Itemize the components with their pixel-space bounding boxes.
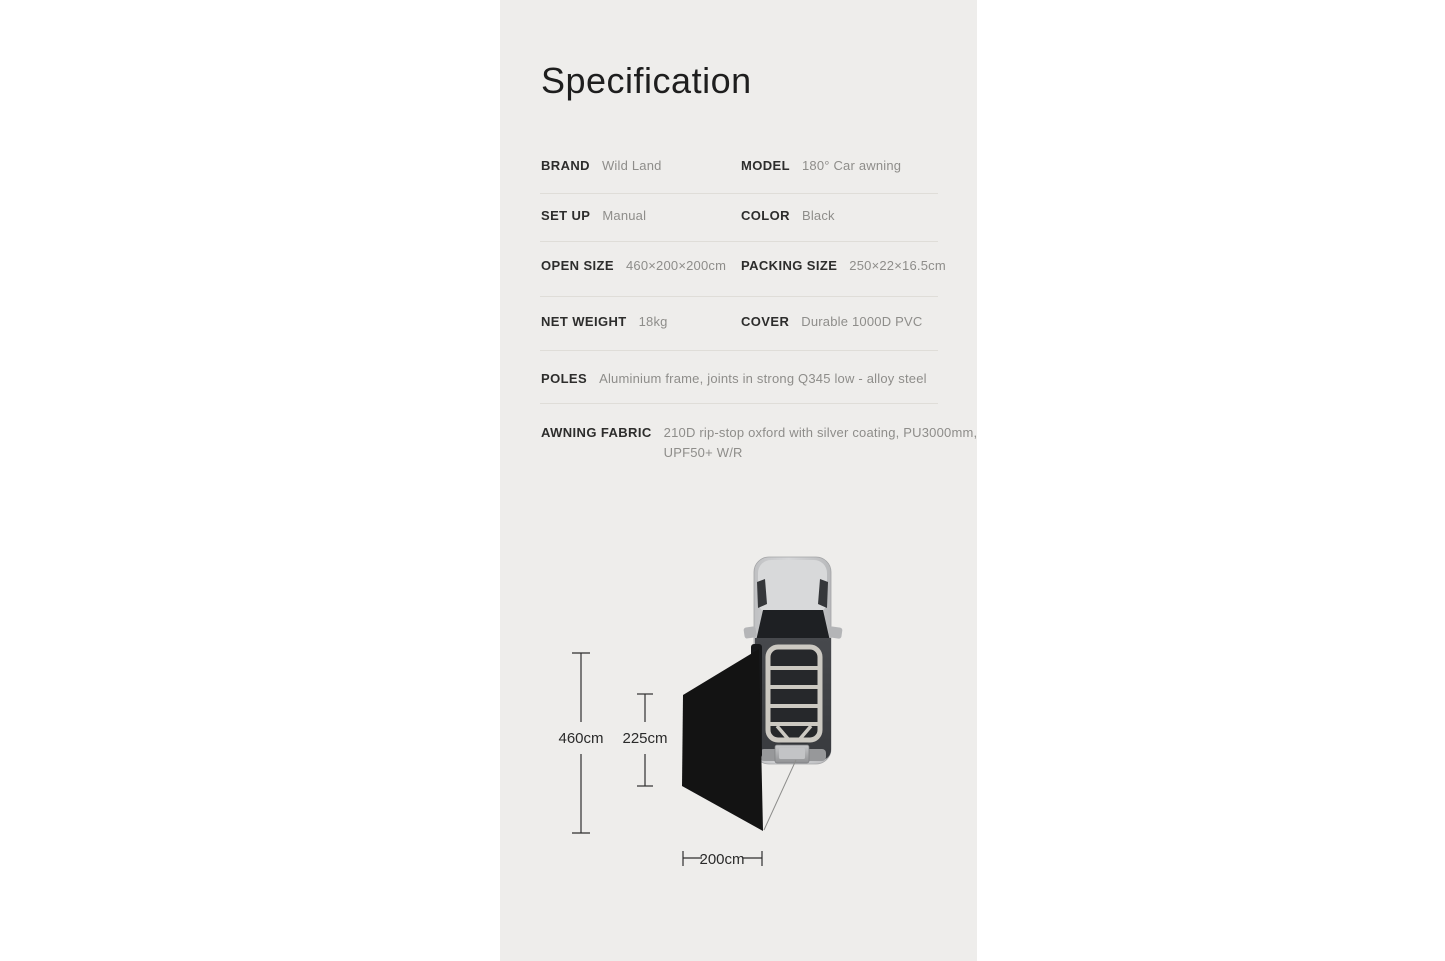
spec-value-line-2: UPF50+ W/R [663, 445, 743, 460]
spec-pair-packing-size [741, 258, 946, 273]
spec-label: PACKING SIZE [741, 258, 838, 273]
row-divider [540, 350, 938, 351]
spec-pair-poles [541, 371, 927, 386]
spec-label: BRAND [541, 158, 590, 173]
dimension-projection [683, 851, 762, 868]
spec-pair-cover [741, 314, 922, 329]
spec-pair-open-size [541, 258, 726, 273]
dimension-length [558, 653, 603, 833]
spec-pair-net-weight [541, 314, 668, 329]
spec-row-awning-fabric [541, 423, 978, 460]
spec-pair-brand [541, 158, 662, 173]
spec-pair-model [741, 158, 901, 173]
windshield [756, 610, 830, 641]
spec-pair-awning-fabric [541, 423, 977, 463]
spec-label: MODEL [741, 158, 790, 173]
spec-label: OPEN SIZE [541, 258, 614, 273]
spec-label: COLOR [741, 208, 790, 223]
spec-value [664, 423, 978, 463]
guy-line [764, 760, 796, 830]
dimension-projection-label: 200cm [699, 851, 745, 868]
spec-value-line-1: 210D rip-stop oxford with silver coating, PU3000mm, [663, 425, 978, 440]
spec-label: POLES [541, 371, 588, 386]
spec-value: Wild Land [601, 158, 662, 173]
spec-value: Black [801, 208, 835, 223]
spec-panel [500, 0, 977, 961]
row-divider [540, 296, 938, 297]
spec-label: COVER [741, 314, 790, 329]
spec-value: Aluminium frame, joints in strong Q345 low - alloy steel [599, 371, 927, 386]
spec-row-sizes [541, 258, 946, 278]
row-divider [540, 193, 938, 194]
spec-row-weight-cover [541, 314, 938, 334]
row-divider [540, 403, 938, 404]
awning-fabric-shape [682, 649, 763, 831]
spec-value: 460×200×200cm [625, 258, 727, 273]
spec-value: 250×22×16.5cm [849, 258, 946, 273]
spec-value: Durable 1000D PVC [801, 314, 923, 329]
rear-case-lid [779, 748, 805, 759]
spec-label: NET WEIGHT [541, 314, 627, 329]
car-hood [758, 560, 827, 614]
mirror-right [828, 626, 842, 639]
dimension-length-label: 460cm [558, 730, 604, 747]
spec-value: 180° Car awning [801, 158, 902, 173]
spec-row-poles [541, 371, 938, 391]
spec-pair-setup [541, 208, 646, 223]
row-divider [540, 241, 938, 242]
mirror-left [743, 626, 756, 639]
dimension-awning-width [622, 694, 667, 786]
awning-diagram [540, 545, 980, 885]
dimension-awning-width-label: 225cm [622, 730, 668, 747]
spec-row-setup-color [541, 208, 938, 228]
spec-row-brand-model [541, 158, 938, 178]
page-title: Specification [541, 60, 752, 101]
spec-label: AWNING FABRIC [541, 425, 652, 440]
spec-pair-color [741, 208, 835, 223]
roof-rack-bed [768, 647, 820, 740]
spec-label: SET UP [541, 208, 591, 223]
spec-value: Manual [602, 208, 647, 223]
spec-value: 18kg [638, 314, 668, 329]
